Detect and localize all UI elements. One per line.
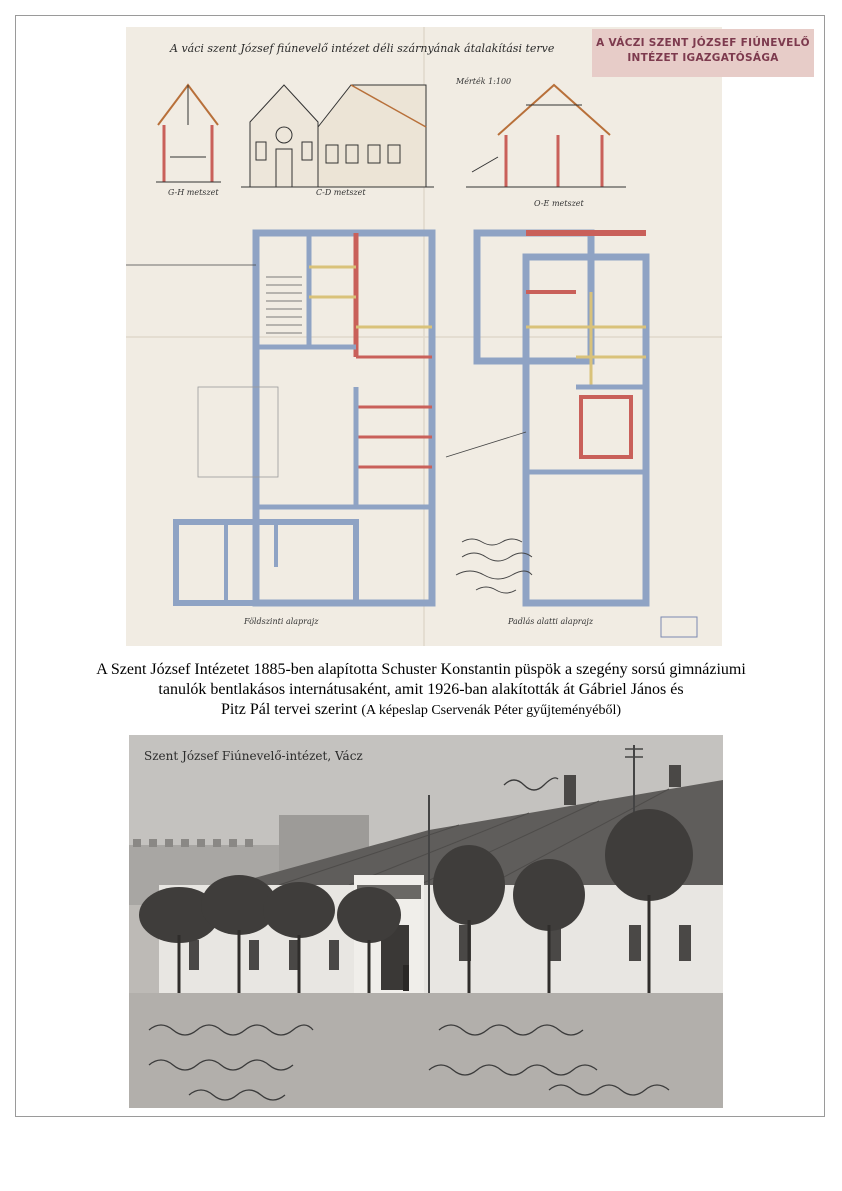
ground-floor-plan (126, 233, 432, 603)
caption-line-1: A Szent József Intézetet 1885-ben alapította Schuster Konstantin püspök a szegény sorsú gimnáziumi (96, 661, 746, 678)
blueprint-title: A váci szent József fiúnevelő intézet déli szárnyának átalakítási terve (170, 42, 555, 55)
postcard-photo (129, 735, 723, 1108)
institution-stamp (592, 29, 814, 77)
postcard-scene (129, 735, 723, 1108)
caption-line-3: Pitz Pál tervei szerint (220, 701, 358, 718)
stamp-line-1: A VÁCZI SZENT JÓZSEF FIÚNEVELŐ (596, 37, 810, 49)
section-label-oe: O-E metszet (534, 199, 584, 208)
blueprint-image (126, 27, 722, 646)
plan-label-attic: Padlás alatti alaprajz (508, 617, 594, 626)
section-label-gh: G-H metszet (168, 188, 219, 197)
stamp-line-2: INTÉZET IGAZGATÓSÁGA (627, 52, 779, 64)
caption-credit: (A képeslap Cservenák Péter gyűjteményéből) (361, 703, 622, 718)
scale-label: Mérték 1:100 (456, 77, 512, 86)
caption (40, 660, 802, 721)
blueprint-drawing (126, 27, 722, 646)
section-cd-facade (241, 85, 434, 187)
caption-line-2: tanulók bentlakásos internátusaként, amit 1926-ban alakították át Gábriel János és (158, 681, 684, 698)
plan-label-ground: Földszinti alaprajz (244, 617, 319, 626)
signatures (456, 539, 532, 593)
section-label-cd: C-D metszet (316, 188, 366, 197)
postcard-title: Szent József Fiúnevelő-intézet, Vácz (144, 749, 363, 763)
attic-floor-plan (446, 233, 646, 603)
section-gh-drawing (156, 85, 221, 182)
section-oe-drawing (466, 85, 626, 187)
